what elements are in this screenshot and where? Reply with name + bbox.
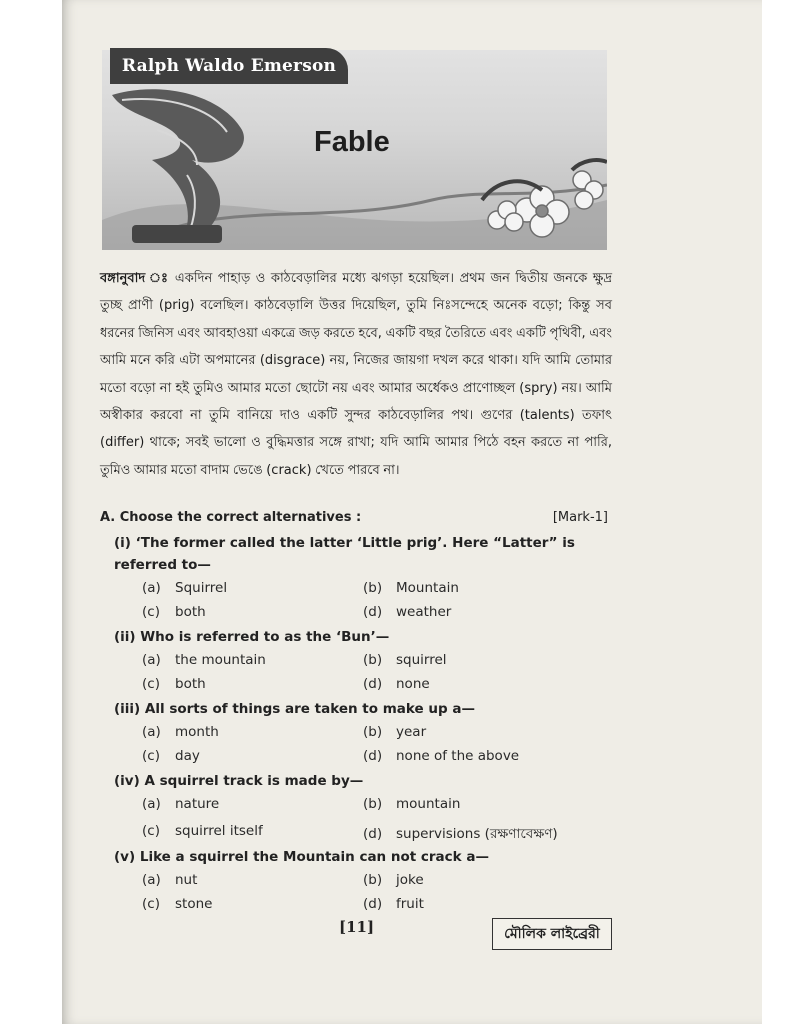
option-text: mountain bbox=[396, 796, 461, 812]
publisher-label: মৌলিক লাইব্রেরী bbox=[492, 918, 612, 950]
option-1a bbox=[142, 580, 227, 596]
option-label: (b) bbox=[363, 724, 383, 740]
option-text: squirrel itself bbox=[175, 823, 263, 839]
option-label: (d) bbox=[363, 896, 383, 912]
option-label: (c) bbox=[142, 748, 160, 764]
option-2d bbox=[363, 676, 430, 692]
option-label: (d) bbox=[363, 826, 383, 842]
option-label: (b) bbox=[363, 652, 383, 668]
option-3a bbox=[142, 724, 219, 740]
question-2: (ii) Who is referred to as the ‘Bun’— bbox=[114, 629, 390, 645]
option-text: the mountain bbox=[175, 652, 266, 668]
option-label: (c) bbox=[142, 604, 160, 620]
option-5d bbox=[363, 896, 424, 912]
option-text: both bbox=[175, 676, 206, 692]
mark-label: [Mark-1] bbox=[552, 510, 608, 525]
option-3d bbox=[363, 748, 519, 764]
option-label: (a) bbox=[142, 652, 161, 668]
option-text: year bbox=[396, 724, 427, 740]
option-text: weather bbox=[396, 604, 452, 620]
option-text: nature bbox=[175, 796, 220, 812]
option-text: squirrel bbox=[396, 652, 447, 668]
option-2b bbox=[363, 652, 447, 668]
option-3b bbox=[363, 724, 426, 740]
option-text: both bbox=[175, 604, 206, 620]
option-4d bbox=[363, 823, 558, 846]
bengali-translation bbox=[100, 265, 612, 484]
option-1c bbox=[142, 604, 206, 620]
option-5c bbox=[142, 896, 212, 912]
section-heading-text: A. Choose the correct alternatives : bbox=[100, 510, 362, 525]
option-4c bbox=[142, 823, 263, 839]
question-5: (v) Like a squirrel the Mountain can not crack a— bbox=[114, 849, 489, 865]
option-text: nut bbox=[175, 872, 198, 888]
option-text: none of the above bbox=[396, 748, 520, 764]
option-5a bbox=[142, 872, 197, 888]
option-text: supervisions (রক্ষণাবেক্ষণ) bbox=[396, 826, 558, 842]
question-1: (i) ‘The former called the latter ‘Little prig’. Here “Latter” is referred to— bbox=[114, 535, 575, 573]
option-4b bbox=[363, 796, 460, 812]
inkwell-icon bbox=[132, 225, 222, 243]
option-3c bbox=[142, 748, 200, 764]
option-label: (d) bbox=[363, 604, 383, 620]
question-4: (iv) A squirrel track is made by— bbox=[114, 773, 364, 789]
author-name: Ralph Waldo Emerson bbox=[110, 48, 348, 84]
option-label: (d) bbox=[363, 676, 383, 692]
translation-lead: বঙ্গানুবাদ ঃ bbox=[100, 271, 170, 286]
translation-body: একদিন পাহাড় ও কাঠবেড়ালির মধ্যে ঝগড়া হয়েছিল। প্রথম জন দ্বিতীয় জনকে ক্ষুদ্র তুচ্ছ প্রাণী (prig) বলেছিল। কাঠবেড়ালি উত্তর দিয়েছিল, তুমি নিঃসন্দেহে অনেক বড়ো; কিন্তু সব ধরনের জিনিস এবং আবহাওয়া একত্রে জড় করতে হবে, একটি বছর তৈরিতে এবং একটি পৃথিবী, এবং আমি মনে করি এটা অপমানের (disgrace) নয়, নিজের জায়গা দখল করে থাকা। যদি আমি তোমার মতো বড়ো না হই তুমিও আমার মতো ছোটো নয় এবং আমার অর্ধেকও প্রাণোচ্ছল (spry) নয়। আমি অস্বীকার করবো না তুমি বানিয়ে দাও একটি সুন্দর কাঠবেড়ালির পথ। গুণের (talents) তফাৎ (differ) থাকে; সবই ভালো ও বুদ্ধিমত্তার সঙ্গে রাখা; যদি আমি আমার পিঠে বহন করতে না পারি, তুমিও আমার মতো বাদাম ভেঙে (crack) খেতে পারবে না। bbox=[100, 271, 612, 478]
option-5b bbox=[363, 872, 424, 888]
option-label: (b) bbox=[363, 796, 383, 812]
option-label: (a) bbox=[142, 580, 161, 596]
option-label: (c) bbox=[142, 896, 160, 912]
page-title: Fable bbox=[314, 126, 390, 158]
option-label: (b) bbox=[363, 580, 383, 596]
option-text: stone bbox=[175, 896, 213, 912]
option-2a bbox=[142, 652, 266, 668]
option-label: (a) bbox=[142, 872, 161, 888]
option-2c bbox=[142, 676, 206, 692]
option-text: fruit bbox=[396, 896, 424, 912]
option-1b bbox=[363, 580, 459, 596]
page-number: [11] bbox=[339, 918, 375, 936]
option-label: (c) bbox=[142, 823, 160, 839]
option-label: (c) bbox=[142, 676, 160, 692]
question-3: (iii) All sorts of things are taken to make up a— bbox=[114, 701, 475, 717]
option-label: (a) bbox=[142, 724, 161, 740]
option-text: Mountain bbox=[396, 580, 459, 596]
option-1d bbox=[363, 604, 451, 620]
section-heading bbox=[100, 510, 608, 525]
option-text: month bbox=[175, 724, 219, 740]
option-text: joke bbox=[396, 872, 424, 888]
option-label: (b) bbox=[363, 872, 383, 888]
option-text: none bbox=[396, 676, 430, 692]
option-text: day bbox=[175, 748, 200, 764]
option-label: (a) bbox=[142, 796, 161, 812]
option-text: Squirrel bbox=[175, 580, 228, 596]
option-label: (d) bbox=[363, 748, 383, 764]
option-4a bbox=[142, 796, 219, 812]
